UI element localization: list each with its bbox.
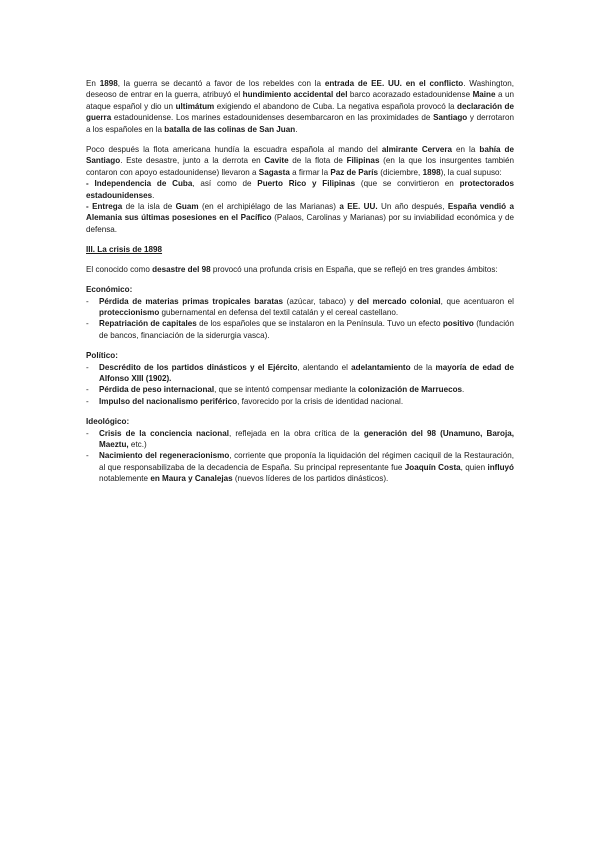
text: (en el archipiélago de las Marianas): [198, 202, 340, 212]
text: notablemente: [99, 474, 151, 484]
bold-text: en Maura y Canalejas: [150, 474, 233, 484]
text: , reflejada en la obra crítica de la: [228, 428, 364, 438]
text: , que se intentó compensar mediante la: [214, 385, 359, 395]
section-heading: III. La crisis de 1898: [86, 245, 163, 255]
text: Un año después,: [377, 202, 448, 212]
text: (nuevos líderes de los partidos dinásticos).: [232, 474, 389, 484]
text: Poco después la flota americana hundía la escuadra española al mando del: [86, 145, 382, 155]
text: a un ataque español y dio un: [86, 90, 514, 111]
bold-text: Independencia de Cuba: [94, 179, 193, 189]
bold-text: Impulso del nacionalismo periférico: [99, 396, 238, 406]
bold-text: batalla de las colinas de San Juan: [164, 124, 296, 134]
bold-text: Cavite: [264, 156, 289, 166]
paz-de-paris-item-guam: [86, 201, 514, 235]
bold-text: generación del 98 (Unamuno, Baroja, Maeztu,: [99, 428, 514, 449]
dash: -: [86, 202, 93, 212]
bold-text: Santiago: [433, 113, 468, 123]
dash: -: [86, 428, 89, 438]
list-item: [86, 296, 514, 319]
text: barco acorazado estadounidense: [347, 90, 473, 100]
text: gubernamental en defensa del textil catalán y el cereal castellano.: [159, 307, 399, 317]
bold-text: Filipinas: [346, 156, 380, 166]
text: , así como de: [192, 179, 258, 189]
dash: -: [86, 179, 95, 189]
list-ideologico: [86, 428, 514, 485]
text: (diciembre,: [378, 167, 423, 177]
list-item: [86, 428, 514, 451]
bold-text: Crisis de la conciencia nacional: [99, 428, 229, 438]
bold-text: hundimiento accidental del: [242, 90, 348, 100]
bold-text: proteccionismo: [99, 307, 160, 317]
paragraph-paz-de-paris: [86, 144, 514, 235]
text: (fundación de bancos, financiación de la siderurgia vasca).: [99, 319, 514, 340]
paz-de-paris-intro: [86, 144, 514, 178]
text: El conocido como: [86, 264, 153, 274]
bold-text: Joaquín Costa: [404, 462, 461, 472]
bold-text: Guam: [175, 202, 199, 212]
text: (azúcar, tabaco) y: [283, 296, 358, 306]
text: en la: [451, 145, 480, 155]
text: (Palaos, Carolinas y Marianas) por su inviabilidad económica y de defensa.: [86, 213, 514, 234]
label-politico: Político:: [86, 351, 118, 361]
list-item: [86, 450, 514, 484]
text: de los españoles que se instalaron en la Península. Tuvo un efecto: [196, 319, 443, 329]
text: exigiendo el abandono de Cuba. La negativa española provocó la: [214, 101, 458, 111]
bold-text: positivo: [442, 319, 474, 329]
paz-de-paris-item-independence: [86, 178, 514, 201]
list-item: [86, 384, 514, 395]
label-ideologico: Ideológico:: [86, 417, 130, 427]
text: estadounidense. Los marines estadounidenses desembarcaron en las proximidades de: [111, 113, 434, 123]
text: de la flota de: [288, 156, 347, 166]
bold-text: almirante Cervera: [381, 145, 452, 155]
dash: -: [86, 451, 89, 461]
text: , corriente que proponía la liquidación del régimen caciquil de la Restauración, al que responsabilizaba de la decadencia de España. Su principal representante fue: [99, 451, 514, 472]
text: .: [295, 124, 298, 134]
text: (en la que los insurgentes también contaron con apoyo estadounidense) llevaron a: [86, 156, 514, 177]
paragraph-war-1898: [86, 78, 514, 135]
text: , alentando el: [297, 362, 352, 372]
bold-text: Pérdida de peso internacional: [99, 385, 215, 395]
text: , quien: [460, 462, 488, 472]
bold-text: 1898: [422, 167, 441, 177]
list-item: [86, 318, 514, 341]
bold-text: Repatriación de capitales: [99, 319, 197, 329]
list-economico: [86, 296, 514, 342]
bold-text: declaración de guerra: [86, 101, 514, 123]
bold-text: mayoría de edad de Alfonso XIII (1902).: [99, 362, 514, 383]
bold-text: adelantamiento: [351, 362, 411, 372]
bold-text: Pérdida de materias primas tropicales baratas: [99, 296, 284, 306]
dash: -: [86, 296, 89, 306]
dash: -: [86, 385, 89, 395]
bold-text: influyó: [487, 462, 514, 472]
text: .: [462, 385, 465, 395]
text: a firmar la: [289, 167, 331, 177]
bold-text: Descrédito de los partidos dinásticos y el Ejército: [99, 362, 298, 372]
bold-text: Paz de París: [330, 167, 379, 177]
bold-text: 1898: [99, 79, 118, 88]
dash: -: [86, 396, 89, 406]
bold-text: del mercado colonial: [357, 296, 441, 306]
text: de la: [410, 362, 436, 372]
list-politico: [86, 362, 514, 408]
bold-text: Puerto Rico y Filipinas: [257, 179, 356, 189]
text: . Este desastre, junto a la derrota en: [120, 156, 265, 166]
bold-text: España vendió a Alemania sus últimas posesiones en el Pacífico: [86, 202, 515, 223]
text: , que acentuaron el: [440, 296, 514, 306]
text: ), la cual supuso:: [440, 167, 502, 177]
bold-text: Nacimiento del regeneracionismo: [99, 451, 230, 461]
dash: -: [86, 362, 89, 372]
bold-text: ultimátum: [175, 101, 215, 111]
text: , favorecido por la crisis de identidad nacional.: [237, 396, 404, 406]
bold-text: entrada de EE. UU. en el conflicto: [324, 79, 464, 88]
list-item: [86, 362, 514, 385]
text: En: [86, 79, 100, 88]
bold-text: Entrega: [92, 202, 123, 212]
bold-text: Sagasta: [258, 167, 290, 177]
bold-text: Maine: [472, 90, 496, 100]
list-item: [86, 396, 514, 407]
text: , la guerra se decantó a favor de los rebeldes con la: [117, 79, 325, 88]
text: provocó una profunda crisis en España, que se reflejó en tres grandes ámbitos:: [210, 264, 498, 274]
dash: -: [86, 319, 89, 329]
paragraph-desastre-98: [86, 264, 514, 275]
label-economico: Económico:: [86, 285, 133, 295]
bold-text: colonización de Marruecos: [358, 385, 463, 395]
text: . Washington, deseoso de entrar en la guerra, atribuyó el: [86, 79, 514, 100]
bold-text: a EE. UU.: [339, 202, 378, 212]
text: de la isla de: [122, 202, 176, 212]
bold-text: desastre del 98: [152, 264, 211, 274]
bold-text: protectorados estadounidenses: [86, 179, 514, 200]
text: .: [152, 190, 155, 200]
bold-text: bahía de Santiago: [86, 145, 514, 166]
text: (que se convirtieron en: [355, 179, 460, 189]
text: y derrotaron a los españoles en la: [86, 113, 514, 134]
text: etc.): [128, 439, 147, 449]
